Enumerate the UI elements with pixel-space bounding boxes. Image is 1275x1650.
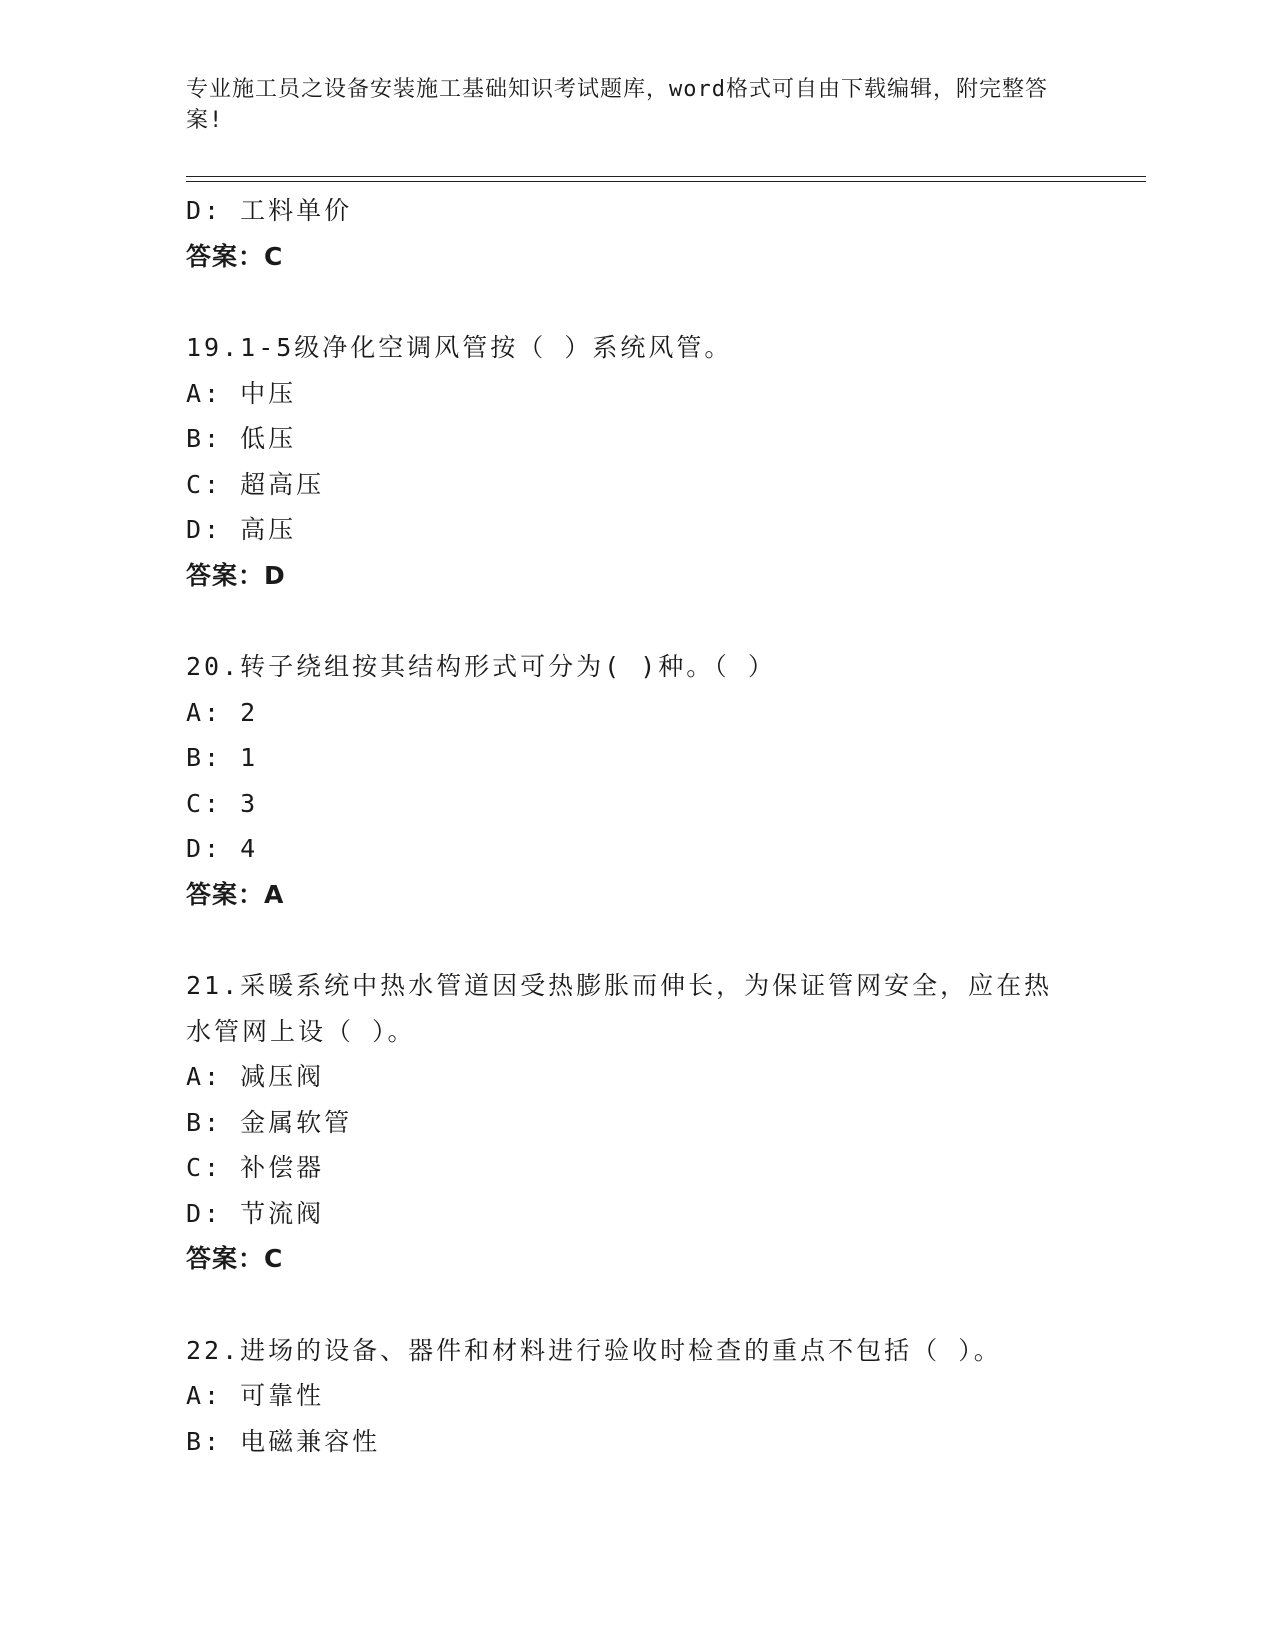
answer: 答案：D (186, 560, 286, 590)
question-list (186, 188, 1086, 1464)
option-d: D: 工料单价 (186, 196, 353, 225)
answer: 答案：C (186, 241, 284, 271)
option-b: B: 低压 (186, 424, 297, 453)
question-21 (186, 963, 1086, 1282)
option-b: B: 电磁兼容性 (186, 1426, 381, 1456)
option-a: A: 2 (186, 697, 259, 727)
option-d: D: 4 (186, 834, 259, 863)
option-a: A: 中压 (186, 378, 297, 408)
option-b: B: 金属软管 (186, 1107, 353, 1137)
option-c: C: 3 (186, 788, 259, 818)
question-text: 22.进场的设备、器件和材料进行验收时检查的重点不包括（ ）。 (186, 1335, 1002, 1365)
question-text: 20.转子绕组按其结构形式可分为( )种。（ ） (186, 652, 776, 681)
option-a: A: 可靠性 (186, 1381, 325, 1410)
header-rule-bottom (186, 181, 1146, 182)
question-text: 19.1-5级净化空调风管按（ ）系统风管。 (186, 333, 733, 362)
document-header: 专业施工员之设备安装施工基础知识考试题库，word格式可自由下载编辑，附完整答案! (186, 77, 1048, 133)
question-19 (186, 325, 1086, 598)
option-d: D: 节流阀 (186, 1198, 325, 1228)
option-d: D: 高压 (186, 515, 297, 544)
answer: 答案：A (186, 879, 285, 909)
option-c: C: 补偿器 (186, 1153, 325, 1182)
option-b: B: 1 (186, 743, 259, 772)
answer: 答案：C (186, 1244, 284, 1273)
option-a: A: 减压阀 (186, 1062, 325, 1091)
question-text: 21.采暖系统中热水管道因受热膨胀而伸长，为保证管网安全，应在热水管网上设（ ）。 (186, 971, 1053, 1046)
header-rule-top (186, 176, 1146, 177)
continued-question (186, 188, 1086, 279)
question-22 (186, 1328, 1086, 1465)
option-c: C: 超高压 (186, 469, 325, 499)
question-20 (186, 644, 1086, 917)
